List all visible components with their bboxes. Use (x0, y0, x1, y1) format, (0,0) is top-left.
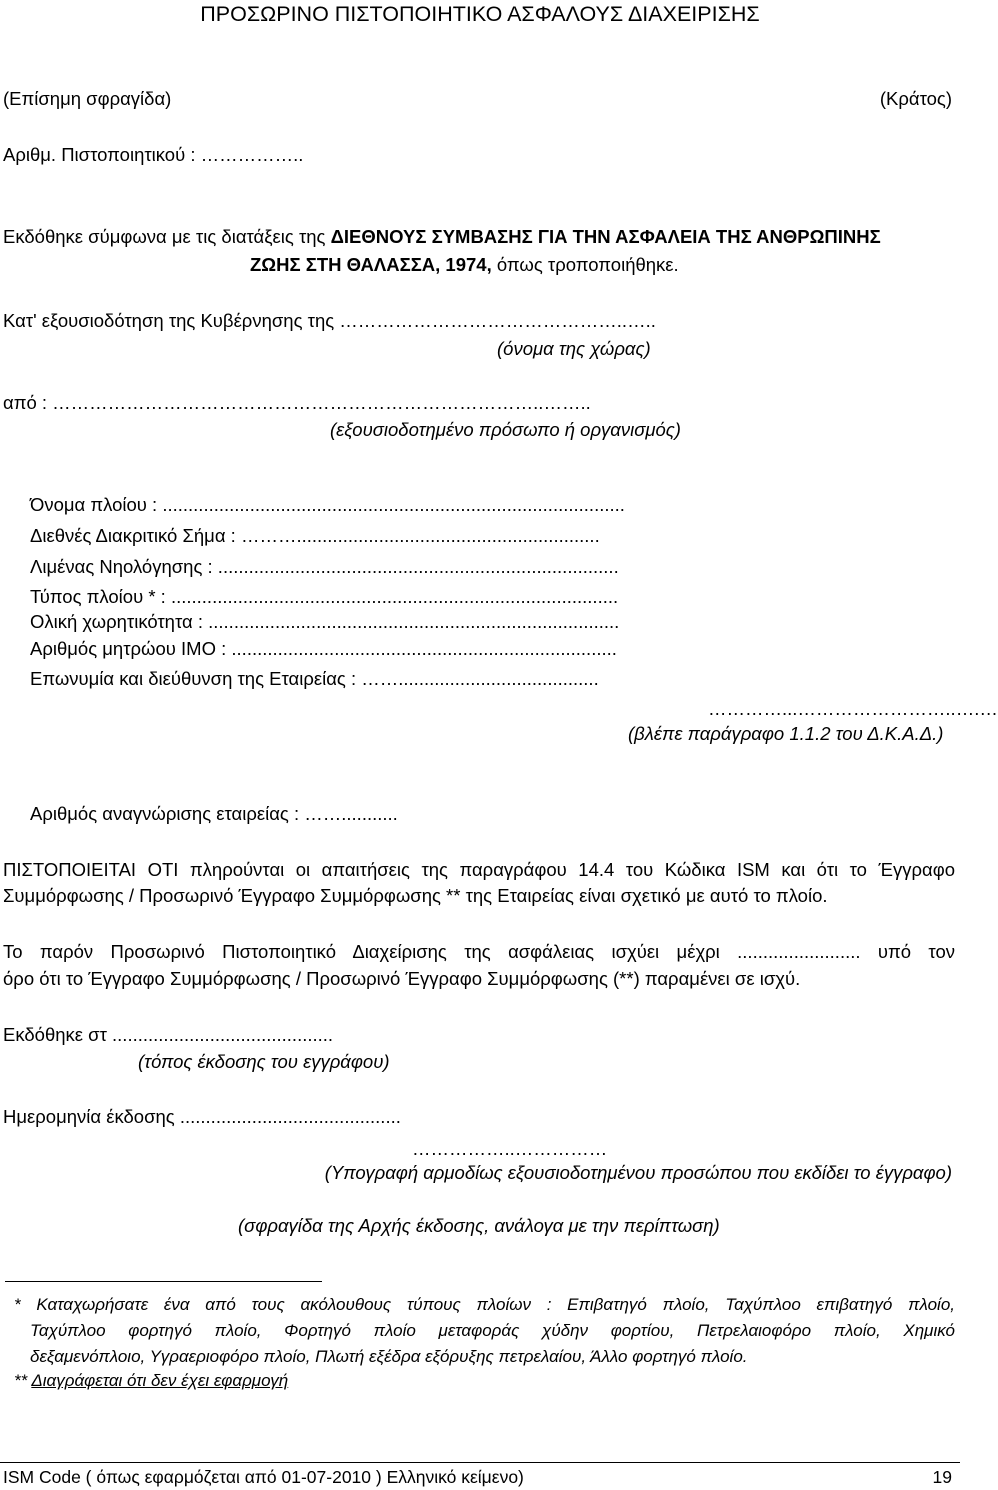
footnote-ship-types-line2: Ταχύπλοο φορτηγό πλοίο, Φορτηγό πλοίο μεταφοράς χύδην φορτίου, Πετρελαιοφόρο πλοίο, Χημικό (30, 1321, 955, 1340)
company-id-field: Αριθμός αναγνώρισης εταιρείας : ……........... (30, 803, 398, 824)
issuing-authority-stamp-hint: (σφραγίδα της Αρχής έκδοσης, ανάλογα με την περίπτωση) (238, 1215, 720, 1236)
company-address-hint: (βλέπε παράγραφο 1.1.2 του Δ.Κ.Α.Δ.) (628, 723, 944, 744)
convention-name-line1: ΔΙΕΘΝΟΥΣ ΣΥΜΒΑΣΗΣ ΓΙΑ ΤΗΝ ΑΣΦΑΛΕΙΑ ΤΗΣ ΑΝΘΡΩΠΙΝΗΣ (330, 226, 881, 247)
company-address-continuation: …………...……………………..….… (708, 698, 998, 719)
port-of-registry-field: Λιμένας Νηολόγησης : .............................................................................. (30, 556, 619, 577)
state-label: (Κράτος) (879, 88, 952, 109)
validity-line1: Το παρόν Προσωρινό Πιστοποιητικό Διαχείρισης της ασφάλειας ισχύει μέχρι ........................ υπό τον (3, 941, 955, 962)
ship-type-field: Τύπος πλοίου * : ....................................................................................... (30, 586, 619, 607)
validity-line2: όρο ότι το Έγγραφο Συμμόρφωσης / Προσωρινό Έγγραφο Συμμόρφωσης (**) παραμένει σε ισχύ. (3, 968, 801, 989)
document-title: ΠΡΟΣΩΡΙΝΟ ΠΙΣΤΟΠΟΙΗΤΙΚΟ ΑΣΦΑΛΟΥΣ ΔΙΑΧΕΙΡΙΣΗΣ (200, 2, 760, 26)
certify-line2: Συμμόρφωσης / Προσωρινό Έγγραφο Συμμόρφωσης ** της Εταιρείας είναι σχετικό με αυτό το πλοίο. (3, 885, 828, 906)
authority-country-field: Κατ' εξουσιοδότηση της Κυβέρνησης της ………………………………………..….. (3, 310, 656, 331)
date-of-issue-field: Ημερομηνία έκδοσης ........................................... (3, 1106, 401, 1127)
footnote-ship-types-line3: δεξαμενόπλοιο, Υγραεριοφόρο πλοίο, Πλωτή εξέδρα εξόρυξης πετρελαίου, Άλλο φορτηγό πλοίο. (30, 1347, 748, 1366)
issued-intro-line2 (250, 253, 679, 277)
place-of-issue-field: Εκδόθηκε στ ........................................... (3, 1024, 334, 1045)
certificate-number-field: Αριθμ. Πιστοποιητικού : …………….. (3, 144, 304, 165)
issuer-field: από : ……………………………………………………………………..…….. (3, 392, 591, 413)
gross-tonnage-field: Ολική χωρητικότητα : ................................................................................ (30, 611, 620, 632)
ship-name-field: Όνομα πλοίου : .......................................................................................... (30, 494, 625, 515)
place-of-issue-hint: (τόπος έκδοσης του εγγράφου) (138, 1051, 390, 1072)
country-name-hint: (όνομα της χώρας) (497, 338, 651, 359)
page-number: 19 (932, 1467, 952, 1487)
signature-hint: (Υπογραφή αρμοδίως εξουσιοδοτημένου προσώπου που εκδίδει το έγγραφο) (324, 1162, 952, 1183)
convention-name-line2: ΖΩΗΣ ΣΤΗ ΘΑΛΑΣΣΑ, 1974, (250, 254, 492, 275)
official-seal-label: (Επίσημη σφραγίδα) (3, 88, 172, 109)
double-star-marker: ** (14, 1371, 32, 1390)
footer-source: ISM Code ( όπως εφαρμόζεται από 01-07-2010 ) Ελληνικό κείμενο) (3, 1467, 524, 1487)
imo-number-field: Αριθμός μητρώου ΙΜΟ : ........................................................................... (30, 638, 617, 659)
footer-rule (0, 1462, 960, 1463)
certify-line1: ΠΙΣΤΟΠΟΙΕΙΤΑΙ ΟΤΙ πληρούνται οι απαιτήσεις της παραγράφου 14.4 του Κώδικα ISM και ότι το Έγγραφο (3, 859, 955, 880)
issued-intro-prefix: Εκδόθηκε σύμφωνα με τις διατάξεις της (3, 226, 331, 247)
distinctive-number-field: Διεθνές Διακριτικό Σήμα : ………........................................................... (30, 525, 600, 546)
delete-note-text: Διαγράφεται ότι δεν έχει εφαρμογή (31, 1371, 289, 1390)
footnote-delete-note (14, 1370, 288, 1392)
signature-line: ……………..…………… (412, 1138, 608, 1159)
company-name-address-field: Επωνυμία και διεύθυνση της Εταιρείας : ……....................................... (30, 668, 599, 689)
issued-intro-line1 (3, 225, 881, 249)
footnote-ship-types-line1: * Καταχωρήσατε ένα από τους ακόλουθους τύπους πλοίων : Επιβατηγό πλοίο, Ταχύπλοο επιβατηγό πλοίο, (14, 1295, 955, 1314)
footnote-separator (5, 1281, 322, 1282)
issuer-hint: (εξουσιοδοτημένο πρόσωπο ή οργανισμός) (330, 419, 681, 440)
issued-intro-suffix: όπως τροποποιήθηκε. (491, 254, 679, 275)
